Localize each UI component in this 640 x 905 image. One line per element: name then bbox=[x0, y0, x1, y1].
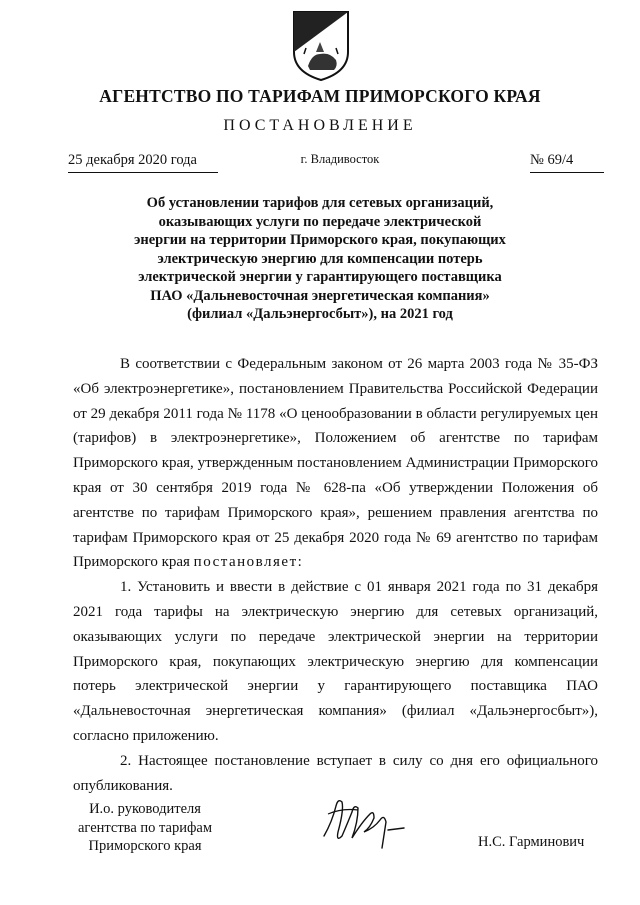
title-line: ПАО «Дальневосточная энергетическая компания» bbox=[150, 287, 490, 304]
decides-word: постановляет: bbox=[193, 554, 304, 571]
title-line: электрической энергии у гарантирующего поставщика bbox=[138, 269, 502, 285]
document-body bbox=[73, 352, 598, 798]
primorsky-krai-coat-of-arms-icon bbox=[290, 8, 352, 82]
position-line: Приморского края bbox=[88, 838, 202, 854]
preamble-text: В соответствии с Федеральным законом от 26 марта 2003 года № 35-ФЗ «Об электроэнергетике», постановлением Правительства Российской Федерации от 29 декабря 2011 года № 1178 «О ценообразовании в области регулируемых цен (тарифов) в электроэнергетике», Положением об агентстве по тарифам Приморского края, утвержденным постановлением Администрации Приморского края от 30 сентября 2019 года № 628-па «Об утверждении Положения об агентстве по тарифам Приморского края», решением правления агентства по тарифам Приморского края от 25 декабря 2020 года № 69 агентство по тарифам Приморского края bbox=[73, 356, 598, 571]
title-line: оказывающих услуги по передаче электрической bbox=[158, 213, 482, 230]
signatory-position bbox=[60, 800, 230, 856]
item-2-paragraph: 2. Настоящее постановление вступает в силу со дня его официального опубликования. bbox=[73, 752, 598, 794]
title-line: электрическую энергию для компенсации потерь bbox=[157, 250, 483, 267]
preamble-paragraph bbox=[73, 352, 598, 575]
handwritten-signature-icon bbox=[318, 792, 418, 850]
document-number: № 69/4 bbox=[530, 152, 604, 173]
title-line: Об установлении тарифов для сетевых организаций, bbox=[146, 195, 494, 211]
title-line: (филиал «Дальэнергосбыт»), на 2021 год bbox=[187, 306, 453, 322]
document-type: ПОСТАНОВЛЕНИЕ bbox=[223, 117, 417, 134]
signatory-name: Н.С. Гарминович bbox=[478, 834, 585, 850]
position-line: И.о. руководителя bbox=[89, 801, 201, 817]
agency-name: АГЕНТСТВО ПО ТАРИФАМ ПРИМОРСКОГО КРАЯ bbox=[99, 86, 541, 106]
document-title bbox=[110, 194, 530, 324]
document-city: г. Владивосток bbox=[300, 152, 380, 166]
position-line: агентства по тарифам bbox=[78, 819, 212, 836]
item-1-paragraph: 1. Установить и ввести в действие с 01 января 2021 года по 31 декабря 2021 года тарифы на электрическую энергию для сетевых организаций, оказывающих услуги по передаче электрической энергии на территории Приморского края, покупающих электрическую энергию для компенсации потерь электрической энергии у гарантирующего поставщика ПАО «Дальневосточная энергетическая компания» (филиал «Дальэнергосбыт»), согласно приложению. bbox=[73, 579, 598, 744]
document-date: 25 декабря 2020 года bbox=[68, 152, 218, 173]
title-line: энергии на территории Приморского края, покупающих bbox=[134, 232, 506, 248]
